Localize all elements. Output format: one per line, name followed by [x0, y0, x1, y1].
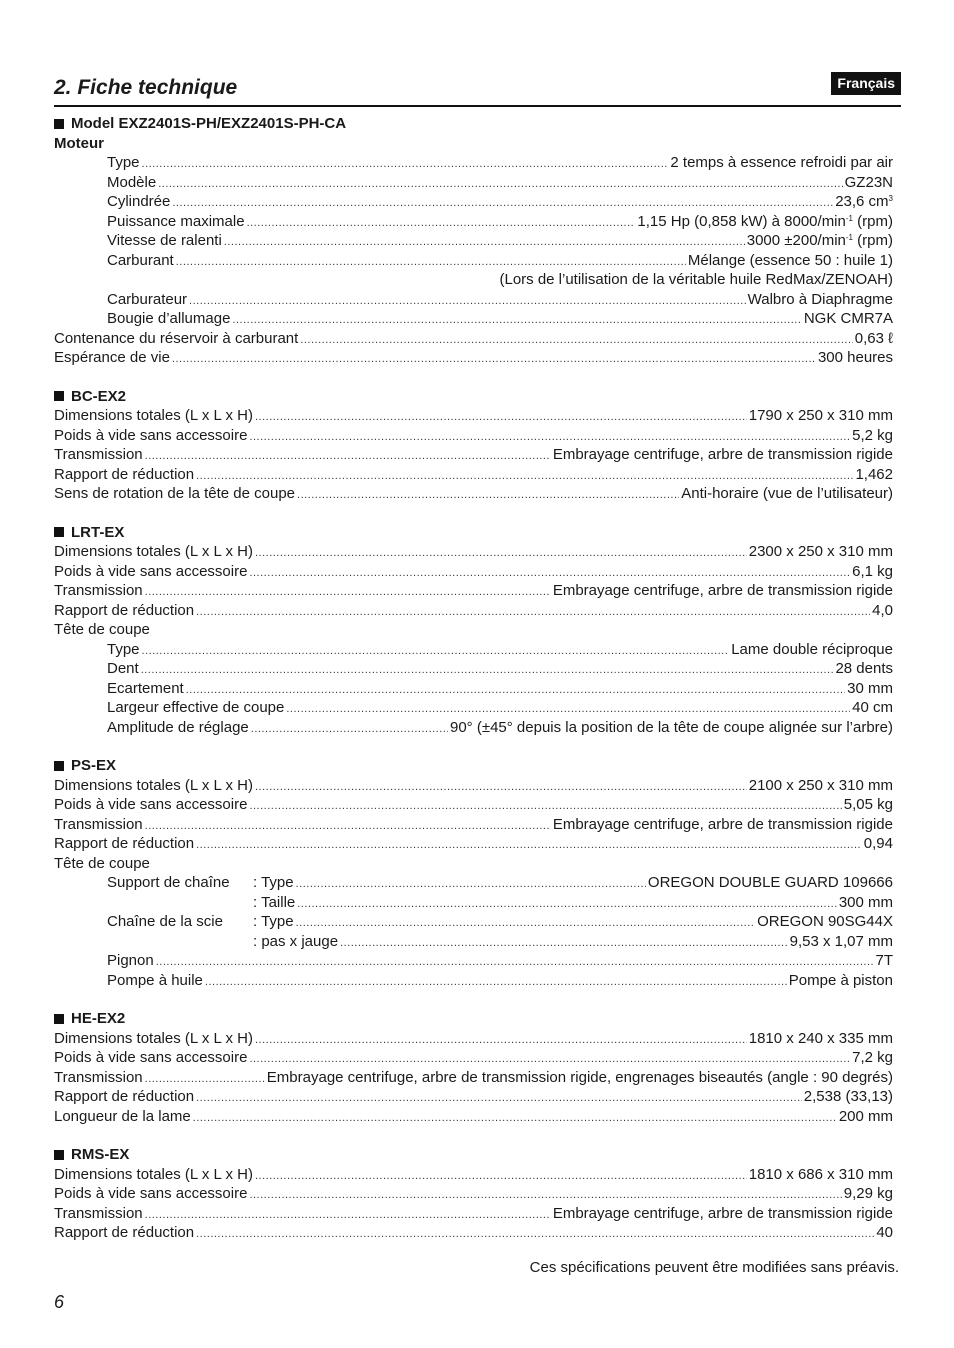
cutting-head-label: Tête de coupe — [54, 854, 150, 872]
bullet-square-icon — [54, 1014, 64, 1024]
spec-row: Contenance du réservoir à carburant ..... 0,63 ℓ — [54, 329, 893, 349]
spec-row: Rapport de réduction ..... 1,462 — [54, 465, 893, 485]
spec-row: Sens de rotation de la tête de coupe ..... Anti-horaire (vue de l’utilisateur) — [54, 484, 893, 504]
spec-row: Dimensions totales (L x L x H) ..... 1810 x 240 x 335 mm — [54, 1029, 893, 1049]
spec-row: Vitesse de ralenti ..... $3000 \pm 200/\min^{-1}$ (rpm) — [54, 231, 893, 251]
bullet-square-icon — [54, 1150, 64, 1160]
spec-row: Poids à vide sans accessoire ..... 5,2 kg — [54, 426, 893, 446]
footer-note: Ces spécifications peuvent être modifiées sans préavis. — [529, 1259, 899, 1276]
spec-row: Rapport de réduction ..... 2,538 (33,13) — [54, 1087, 893, 1107]
spec-row: Transmission ..... Embrayage centrifuge, arbre de transmission rigide — [54, 581, 893, 601]
lrt-heading: LRT-EX — [54, 523, 893, 543]
spec-row: : pas x jauge ..... 9,53 x 1,07 mm — [54, 932, 893, 952]
bullet-square-icon — [54, 391, 64, 401]
spec-row: Chaîne de la scie : Type ..... OREGON 90SG44X — [54, 912, 893, 932]
spec-row: Poids à vide sans accessoire ..... 9,29 kg — [54, 1184, 893, 1204]
model-heading: Model EXZ2401S-PH/EXZ2401S-PH-CA — [54, 114, 893, 134]
spec-row: Pompe à huile ..... Pompe à piston — [54, 971, 893, 991]
bullet-square-icon — [54, 119, 64, 129]
spec-row: Dimensions totales (L x L x H) ..... 2300 x 250 x 310 mm — [54, 542, 893, 562]
page-number: 6 — [54, 1292, 65, 1312]
spec-row: Cylindrée ..... 23,6 $cm^3$ — [54, 192, 893, 212]
cutting-head-label: Tête de coupe — [54, 621, 150, 638]
fuel-note: (Lors de l’utilisation de la véritable huile RedMax/ZENOAH) — [499, 271, 893, 288]
spec-row: : Taille ..... 300 mm — [54, 893, 893, 913]
spec-row: Transmission ..... Embrayage centrifuge, arbre de transmission rigide — [54, 815, 893, 835]
spec-row: Dimensions totales (L x L x H) ..... 1810 x 686 x 310 mm — [54, 1165, 893, 1185]
ps-heading: PS-EX — [54, 756, 893, 776]
spec-row: Bougie d’allumage ..... NGK CMR7A — [54, 309, 893, 329]
spec-row: Carburateur ..... Walbro à Diaphragme — [54, 290, 893, 310]
spec-row: Dimensions totales (L x L x H) ..... 2100 x 250 x 310 mm — [54, 776, 893, 796]
spec-row: Amplitude de réglage ..... 90° (±45° depuis la position de la tête de coupe alignée sur l’arbre) — [54, 718, 893, 738]
bullet-square-icon — [54, 761, 64, 771]
spec-row: Poids à vide sans accessoire ..... 6,1 kg — [54, 562, 893, 582]
spec-row: Modèle ..... GZ23N — [54, 173, 893, 193]
bc-heading: BC-EX2 — [54, 387, 893, 407]
spec-row: Support de chaîne : Type ..... OREGON DOUBLE GUARD 109666 — [54, 873, 893, 893]
spec-row: Carburant ..... Mélange (essence 50 : huile 1) — [54, 251, 893, 271]
spec-row: Largeur effective de coupe ..... 40 cm — [54, 698, 893, 718]
spec-row: Rapport de réduction ..... 4,0 — [54, 601, 893, 621]
spec-row: Type ..... Lame double réciproque — [54, 640, 893, 660]
he-heading: HE-EX2 — [54, 1009, 893, 1029]
spec-row: Longueur de la lame ..... 200 mm — [54, 1107, 893, 1127]
spec-row: Espérance de vie ..... 300 heures — [54, 348, 893, 368]
spec-row: Transmission ..... Embrayage centrifuge, arbre de transmission rigide — [54, 445, 893, 465]
language-badge: Français — [831, 72, 901, 95]
spec-row: Transmission ..... Embrayage centrifuge, arbre de transmission rigide, engrenages biseautés (angle : 90 degrés) — [54, 1068, 893, 1088]
rms-heading: RMS-EX — [54, 1145, 893, 1165]
spec-row: Puissance maximale ..... 1,15 Hp (0,858 kW) à $8000/\min^{-1}$ (rpm) — [54, 212, 893, 232]
spec-row: Pignon ..... 7T — [54, 951, 893, 971]
spec-row: Rapport de réduction ..... 0,94 — [54, 834, 893, 854]
spec-row: Ecartement ..... 30 mm — [54, 679, 893, 699]
engine-heading: Moteur — [54, 134, 104, 152]
spec-row: Poids à vide sans accessoire ..... 7,2 kg — [54, 1048, 893, 1068]
spec-row: Dimensions totales (L x L x H) ..... 1790 x 250 x 310 mm — [54, 406, 893, 426]
spec-row: Transmission ..... Embrayage centrifuge, arbre de transmission rigide — [54, 1204, 893, 1224]
page-header — [54, 74, 901, 107]
spec-row: Dent ..... 28 dents — [54, 659, 893, 679]
spec-row: Type ..... 2 temps à essence refroidi par air — [54, 153, 893, 173]
bullet-square-icon — [54, 527, 64, 537]
spec-content — [54, 114, 893, 1243]
spec-row: Poids à vide sans accessoire ..... 5,05 kg — [54, 795, 893, 815]
spec-row: Rapport de réduction ..... 40 — [54, 1223, 893, 1243]
page-title: 2. Fiche technique — [54, 76, 238, 99]
